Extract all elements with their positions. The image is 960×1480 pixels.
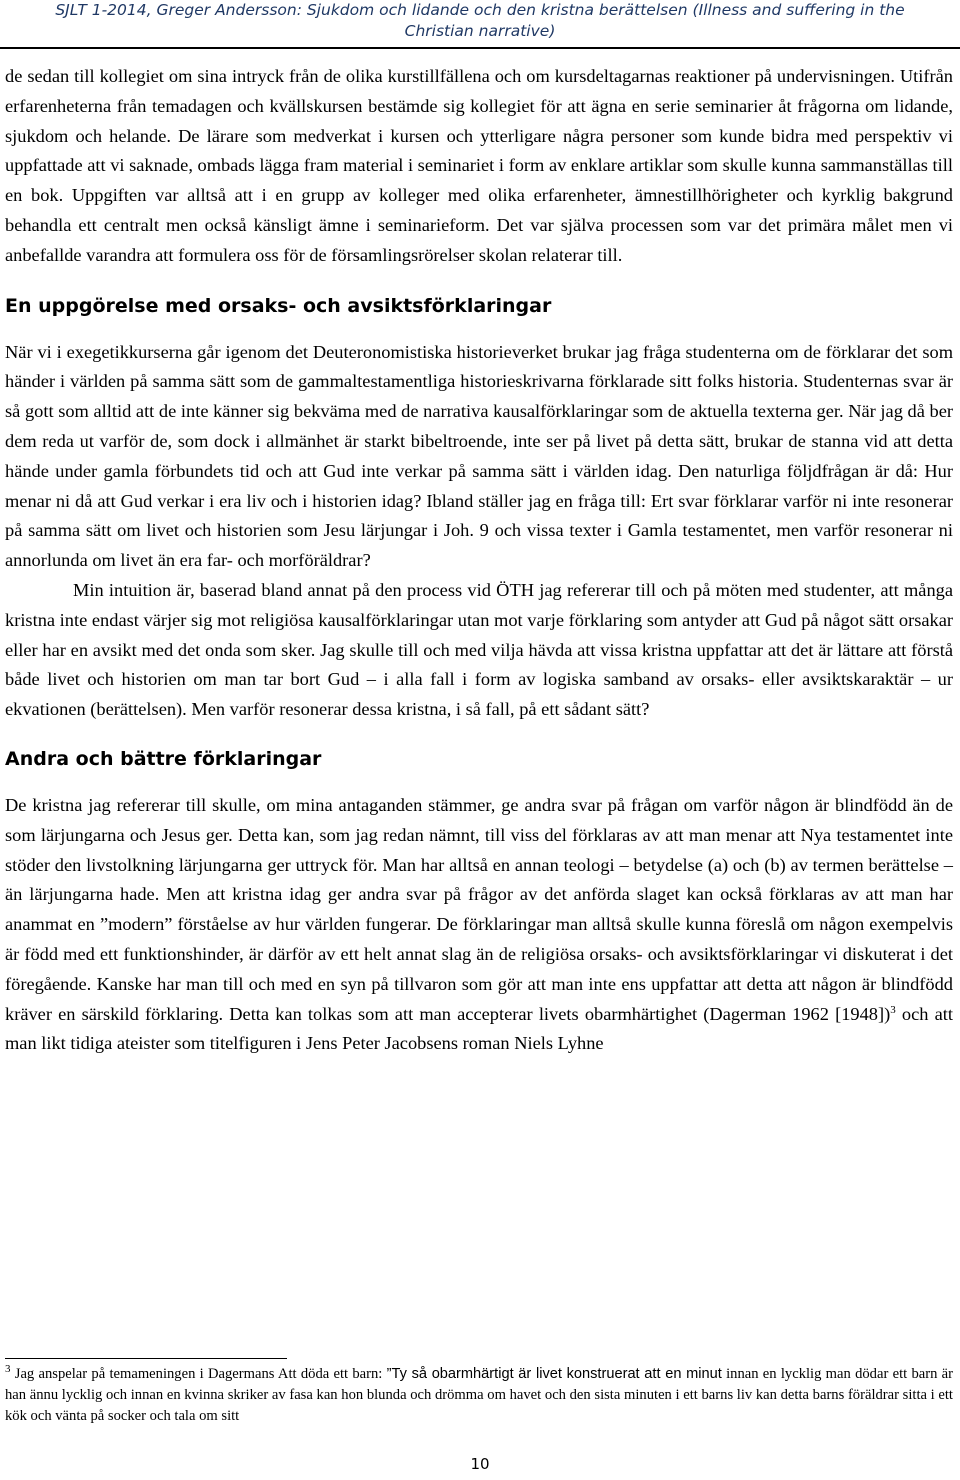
paragraph-3: Min intuition är, baserad bland annat på den process vid ÖTH jag refererar till och på möten med studenter, att många kristna inte endast värjer sig mot religiösa kausalförklaringar utan mot varje förklaring som antyder att Gud på något sätt orsakar eller har en avsikt med det onda som sker. Jag skulle till och med vilja hävda att vissa kristna uppfattar att det är lättare att förstå både livet och historien om man tar bort Gud – i alla fall i form av logiska samband av orsaks- eller avsiktskaraktär – ur ekvationen (berättelsen). Men varför resonerar dessa kristna, i så fall, på ett sådant sätt? bbox=[5, 579, 953, 720]
footnote-separator bbox=[5, 1358, 287, 1359]
section-heading-2: Andra och bättre förklaringar bbox=[5, 747, 322, 770]
running-header bbox=[0, 0, 960, 42]
running-header-line-1: SJLT 1-2014, Greger Andersson: Sjukdom och lidande och den kristna berättelsen (Illness and suffering in the bbox=[55, 1, 905, 19]
paragraph-4-text-b: och att man likt tidiga ateister som titelfiguren i Jens Peter Jacobsens roman Niels Lyhne bbox=[5, 1003, 953, 1054]
header-rule bbox=[0, 47, 960, 49]
page-number: 10 bbox=[470, 1455, 490, 1473]
paragraph-1: de sedan till kollegiet om sina intryck från de olika kurstillfällena och om kursdeltagarnas reaktioner på undervisningen. Utifrån erfarenheterna från temadagen och kvällskursen bestämde sig kollegiet för att ägna en serie seminarier åt frågorna om lidande, sjukdom och helande. De lärare som medverkat i kursen och ytterligare några personer som kunde bidra med perspektiv vi uppfattade att vi saknade, ombads lägga fram material i seminariet i form av enklare artiklar som skulle kunna sammanställas till en bok. Uppgiften var alltså att i en grupp av kolleger med olika erfarenheter, ämnestillhörigheter och kyrklig bakgrund behandla ett centralt men också känsligt ämne i seminarieform. Det var själva processen som var det primära målet men vi anbefallde varandra att formulera oss för de församlingsrörelser skolan relaterar till. bbox=[5, 66, 953, 265]
footnote-marker: 3 bbox=[5, 1363, 11, 1376]
footnote-reference-3[interactable]: 3 bbox=[890, 1003, 896, 1016]
body-text bbox=[5, 62, 953, 1059]
paragraph-4 bbox=[5, 791, 953, 1059]
paragraph-4-text-a: De kristna jag refererar till skulle, om mina antaganden stämmer, ge andra svar på frågan om varför någon är blindfödd än de som lärjungarna och Jesus ger. Detta kan, som jag redan nämnt, till viss del förklaras av att man menar att Nya testamentet inte stöder den livstolkning lärjungarna ger uttryck för. Man har alltså en annan teologi – betydelse (a) och (b) av termen berättelse – än lärjungarna hade. Men att kristna idag ger andra svar på frågor av det anförda slaget kan också förklaras av att man har anammat en ”modern” förståelse av hur världen fungerar. De förklaringar man alltså skulle kunna föreslå om någon exempelvis är född med ett funktionshinder, är därför av ett helt annat slag än de religiösa orsaks- och avsiktsförklaringar vi diskuterat i det föregående. Kanske har man till och med en syn på tillvaron som gör att man inte ens uppfattar att detta att någon är blindfödd kräver en särskild förklaring. Detta kan tolkas som att man accepterar livets obarmhärtighet (Dagerman 1962 [1948]) bbox=[5, 794, 953, 1024]
section-heading-1: En uppgörelse med orsaks- och avsiktsförklaringar bbox=[5, 294, 552, 317]
footnote bbox=[5, 1364, 953, 1427]
footnote-text-a: Jag anspelar på temameningen i Dagermans Att döda ett barn: bbox=[10, 1366, 387, 1382]
footnote-quote: ”Ty så obarmhärtigt är livet konstruerat att en minut bbox=[386, 1366, 722, 1382]
running-header-line-2: Christian narrative) bbox=[404, 22, 556, 40]
paragraph-2: När vi i exegetikkurserna går igenom det Deuteronomistiska historieverket brukar jag fråga studenterna om de förklarar det som händer i världen på samma sätt som de gammaltestamentliga historieskrivarna förklarade sitt folks historia. Studenternas svar är så gott som alltid att de inte känner sig bekväma med de narrativa kausalförklaringar som de aktuella texterna ger. När jag då ber dem reda ut varför de, som dock i allmänhet är starkt bibeltroende, inte ser på livet på detta sätt, brukar de stanna vid att detta hände under gamla förbundets tid och att Gud inte verkar på samma sätt i världen idag. Den naturliga följdfrågan är då: Hur menar ni då att Gud verkar i era liv och i historien idag? Ibland ställer jag en fråga till: Ert svar förklarar varför ni inte resonerar på samma sätt om livet och historien som Jesu lärjungar i Joh. 9 och vissa texter i Gamla testamentet, men varför resonerar ni annorlunda om livet än era far- och morföräldrar? bbox=[5, 341, 953, 571]
footnote-3 bbox=[5, 1364, 953, 1427]
footnote-text-c: innan en lycklig man dödar ett barn är han ännu lycklig och innan en kvinna skriker av fasa kan hon blunda och drömma om havet och den sista minuten i ett barns liv kan detta barns föräldrar sitta i ett kök och vänta på socker och tala om sitt bbox=[5, 1366, 954, 1424]
